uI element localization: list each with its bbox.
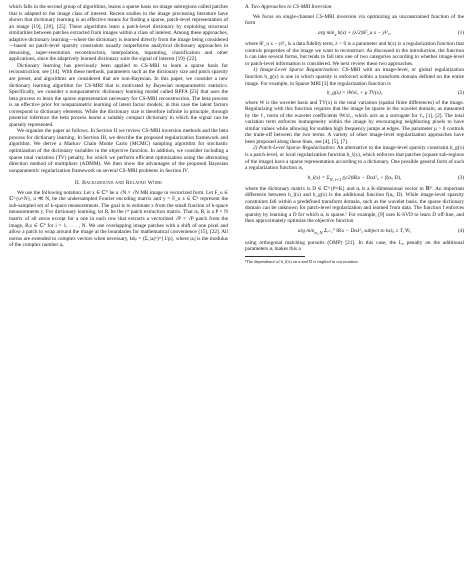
right-column [245,4,464,264]
paragraph: where the dictionary matrix is D ∈ ℂ^{P×K} and αᵢ is a K-dimensional vector in ℝᴷ. An important difference between h_l(x) and h_g(x) is the additional function f(αᵢ, D). While image-level sparsity constraints fall within a predefined transform domain, such as the wavelet basis, the sparse dictionary domain can be unknown for patch-level regularization and learned from data. The function f enforces sparsity by learning a D for which αᵢ is sparse.¹ For example, [9] uses K-SVD to learn D off-line, and then approximately optimize the objective function [245,185,464,225]
eq-operator: arg min [297,227,315,234]
section-title: II. Background and Related Work [74,180,163,187]
paragraph: where ‖F_u x − y‖²₂ is a data fidelity term, λ > 0 is a parameter and h(x) is a regularization function that controls properties of the image we want to reconstruct. As discussed in the introduction, the function h can take several forms, but tends to fall into one of two categories according to whether image-level or patch-level information is considered. We next review these two approaches. [245,41,464,67]
subsection-title: A. Two Approaches to CS-MRI Inversion [245,4,332,10]
paragraph [245,145,464,171]
equation-1 [245,30,464,39]
eq-operator: arg min [318,29,335,36]
eq-limits: N, i=1 [329,176,342,182]
paragraph-text: An alternative to the image-level sparsity constraint h_g(x) is a patch-level, or local regularization function h_l(x), which enforces that patches (square sub-regions of the image) have a sparse representation according to a dictionary. One possible general form of such a regularization function is, [245,145,465,172]
paragraph-text: CS-MRI with an image-level, or global regularization function h_g(x) is one in which sparsity is enforced within a transform domain defined on the entire image. For example, in Sparse MRI [3] the regularization function is [245,67,464,87]
equation-number: (3) [457,174,464,181]
equation-3 [245,175,464,183]
eq-body: h(x) + (λ/2)‖F_u x − y‖²₂, [337,29,391,36]
paragraph [245,67,464,87]
paragraph: We organize the paper as follows. In Section II we review CS-MRI inversion methods and the beta process for dictionary learning. In Section III, we describe the proposed regularization framework and algorithm. We derive a Markov Chain Monte Carlo (MCMC) sampling algorithm for stochastic optimization of the dictionary variables in the objective function. In addition, we consider including a sparse total variation (TV) penalty, for which we perform efficient optimization using the alternating direction method of multipliers (ADMM). We then show the advantages of the proposed Bayesian nonparametric regularization framework on several CS-MRI problems in Section IV. [9,128,228,174]
paragraph: using orthogonal matching pursuits (OMP) [21]. In this case, the L₀ penalty on the additional parameters αᵢ makes this a [245,239,464,253]
eq-body: Σᵢ₌₁ᴺ ‖Rᵢx − Dαᵢ‖²₂ subject to ‖αᵢ‖₀ ≤ T, ∀i, [323,227,412,234]
paragraph: We use the following notation: Let x ∈ ℂᴺ be a √N × √N MR image in vectorized form. Let F_u ∈ ℂ^{u×N}, u ≪ N, be the undersampled Fourier encoding matrix and y = F_u x ∈ ℂᵘ represent the sub-sampled set of k-space measurements. The goal is to estimate x from the small fraction of k-space measurements y. For dictionary learning, let Rᵢ be the iᵗʰ patch extraction matrix. That is, Rᵢ is a P × N matrix of all zeros except for a one in each row that extracts a vectorized √P × √P patch from the image, Rᵢx ∈ ℂᴾ for i = 1, . . . , N. We use overlapping image patches with a shift of one pixel and allow a patch to wrap around the image at the boundaries for mathematical convenience [15], [22]. All norms are extended to complex vectors when necessary, ‖a‖ₚ = (Σᵢ |aᵢ|ᵖ)^{1/p}, where |aᵢ| is the modulus of the complex number aᵢ. [9,189,228,249]
equation-2 [245,90,464,97]
paragraph: which falls in the second group of algorithms, learns a sparse basis on image subregions called patches that is adapted to the image class of interest. Recent studies in the image processing literature have shown that dictionary learning is an effective means for finding a sparse, patch-level representation of an image [19], [20], [25]. These algorithms learn a patch-level dictionary by exploiting structural similarities between patches extracted from images within a class of interest. Among these approaches, adaptive dictionary learning—where the dictionary is learned directly from the image being considered—based on patch-level sparsity constraints usually outperforms analytical dictionary approaches in denoising, super-resolution reconstruction, interpolation, inpainting, classification and other applications, since the adaptively learned dictionary suits the signal of interest [19]–[22]. [9,4,228,63]
eq-subscript: x [334,31,337,37]
left-column [9,4,228,249]
paragraph-title: 1) Image-Level Sparse Regularization: [253,67,340,74]
paragraph: We focus on single-channel CS-MRI inversion via optimizing an unconstrained function of the form [245,13,464,27]
footnote-rule [245,256,305,257]
eq-body: h_g(x) = ‖Wx‖₁ + μ TV(x), [326,90,383,97]
paragraph-title: 2) Patch-Level Sparse Regularization: [253,145,336,152]
eq-lhs: h_l(x) = Σ [307,174,330,181]
eq-body: (γ/2)‖Rᵢx − Dαᵢ‖²₂ + f(αᵢ, D), [342,174,402,181]
footnote: ¹The dependence of h_l(x) on α and D is implied in our notation. [245,258,359,264]
equation-number: (2) [457,90,464,97]
paragraph: Dictionary learning has previously been applied to CS-MRI to learn a sparse basis for reconstruction, see [14]. With these methods, parameters such as the dictionary size and patch sparsity are preset, and algorithms are considered that are non-Bayesian. In this paper, we consider a new dictionary learning algorithm for CS-MRI that is motivated by Bayesian nonparametric statistics. Specifically, we consider a nonparametric dictionary learning model called BPFA [23] that uses the beta process to learn the sparse representation necessary for CS-MRI reconstruction. The beta process is an effective prior for nonparametric learning of latent factor models; in this case the latent factors correspond to dictionary elements. While the dictionary size is therefore infinite in principle, through posterior inference the beta process learns a suitably compact dictionary in which the signal can be sparsely represented. [9,62,228,128]
equation-number: (1) [457,29,464,36]
paragraph: where W is the wavelet basis and TV(x) is the total variation (spatial finite differences) of the image. Regularizing with this function requires that the image be sparse in the wavelet domain, as measured by the ℓ₁ norm of the wavelet coefficients ‖Wx‖₁, which acts as a surrogate for ℓ₀ [1], [2]. The total variation term enforces homogeneity within the image by encouraging neighboring pixels to have similar values while allowing for sudden high frequency jumps at edges. The parameter μ > 0 controls the trade-off between the two terms. A variety of other image-level regularization approaches have been proposed along these lines, see [4], [5], [7]. [245,99,464,145]
eq-subscript: α₁:N [314,230,323,235]
equation-number: (4) [457,227,464,234]
equation-4 [245,228,464,237]
